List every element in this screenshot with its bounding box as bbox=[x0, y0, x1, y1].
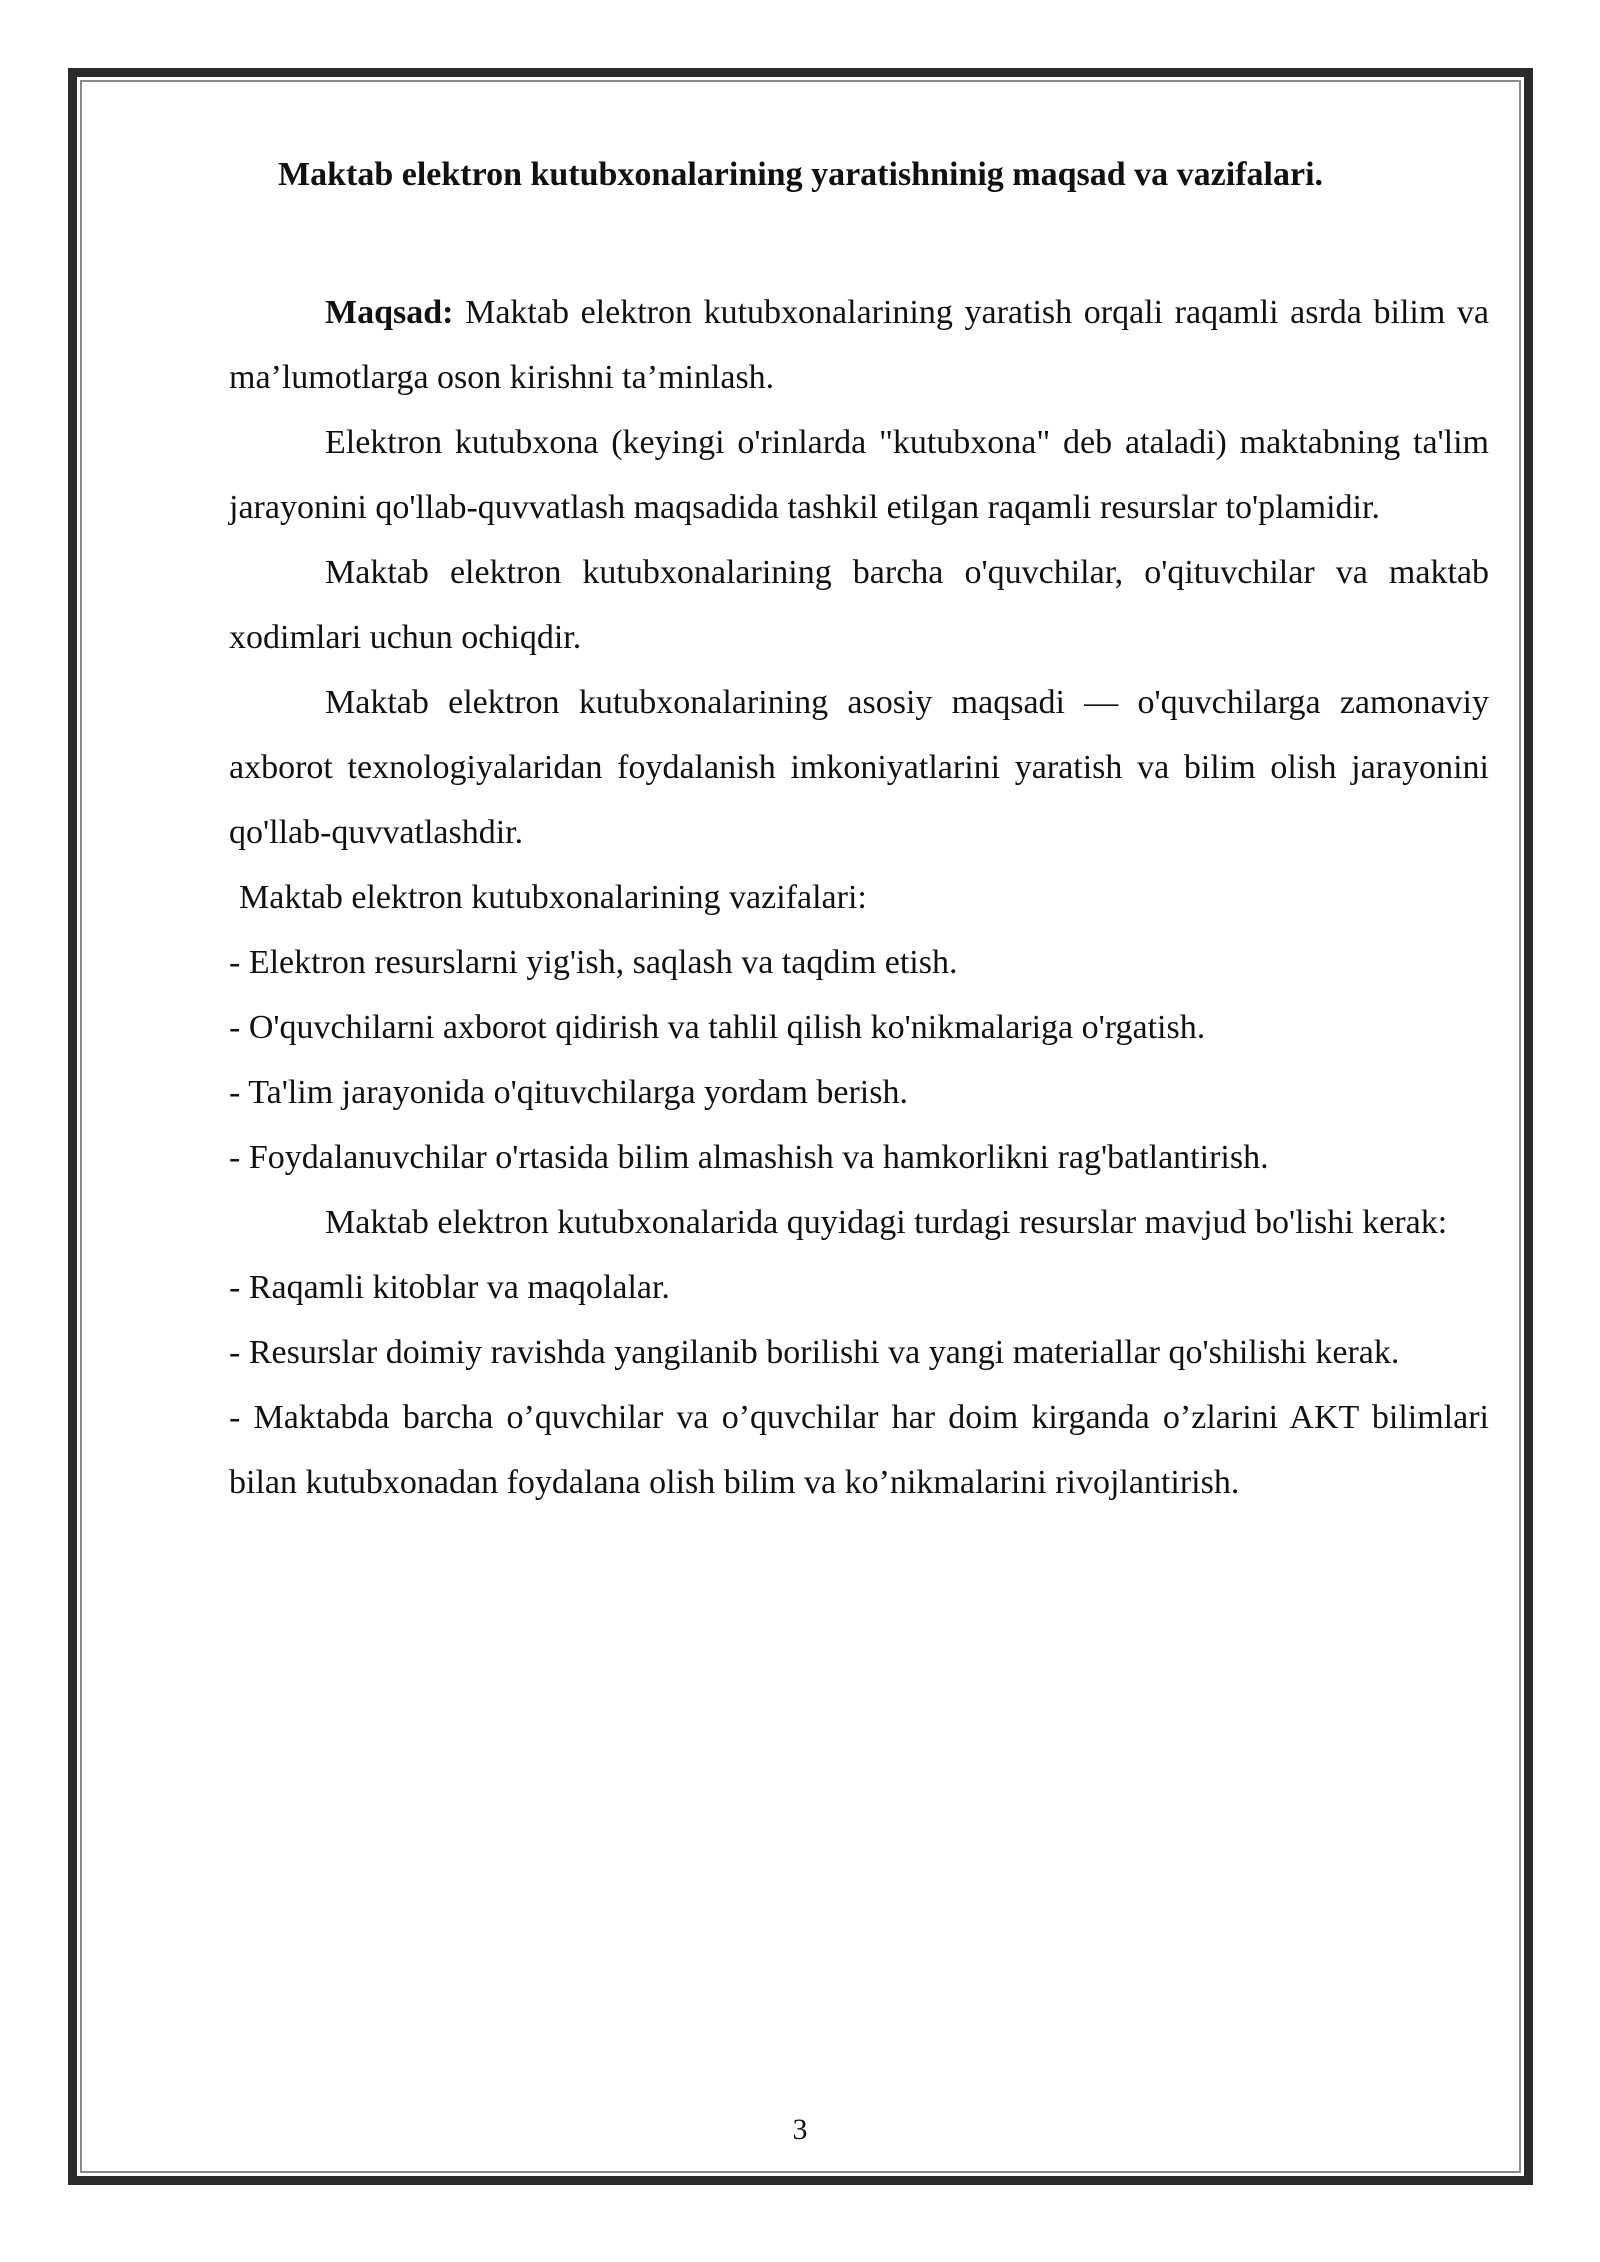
resource-item: - Raqamli kitoblar va maqolalar. bbox=[229, 1269, 670, 1306]
paragraph: Maktab elektron kutubxonalarining asosiy maqsadi — o'quvchilarga zamonaviy axborot texnologiyalaridan foydalanish imkoniyatlarini yaratish va bilim olish jarayonini qo'llab-quvvatlashdir. bbox=[229, 684, 1489, 851]
resources-intro: Maktab elektron kutubxonalarida quyidagi turdagi resurslar mavjud bo'lishi kerak: bbox=[325, 1204, 1448, 1241]
resource-item: - Resurslar doimiy ravishda yangilanib borilishi va yangi materiallar qo'shilishi kerak. bbox=[229, 1334, 1400, 1371]
page-number: 3 bbox=[792, 2113, 808, 2146]
resource-item: - Maktabda barcha o’quvchilar va o’quvchilar har doim kirganda o’zlarini AKT bilimlari bilan kutubxonadan foydalana olish bilim va ko’nikmalarini rivojlantirish. bbox=[229, 1399, 1489, 1501]
task-item: - Elektron resurslarni yig'ish, saqlash va taqdim etish. bbox=[229, 944, 958, 981]
task-item: - Ta'lim jarayonida o'qituvchilarga yordam berish. bbox=[229, 1074, 908, 1111]
goal-text: Maktab elektron kutubxonalarining yaratish orqali raqamli asrda bilim va ma’lumotlarga oson kirishni ta’minlash. bbox=[229, 294, 1489, 396]
paragraph: Maktab elektron kutubxonalarining barcha o'quvchilar, o'qituvchilar va maktab xodimlari uchun ochiqdir. bbox=[229, 554, 1489, 656]
tasks-heading: Maktab elektron kutubxonalarining vazifalari: bbox=[239, 879, 867, 916]
document-title: Maktab elektron kutubxonalarining yaratishninig maqsad va vazifalari. bbox=[278, 156, 1324, 193]
paragraph: Elektron kutubxona (keyingi o'rinlarda "kutubxona" deb ataladi) maktabning ta'lim jarayonini qo'llab-quvvatlash maqsadida tashkil etilgan raqamli resurslar to'plamidir. bbox=[229, 424, 1489, 526]
task-item: - Foydalanuvchilar o'rtasida bilim almashish va hamkorlikni rag'batlantirish. bbox=[229, 1139, 1269, 1176]
goal-label: Maqsad: bbox=[325, 294, 454, 331]
document-body bbox=[229, 280, 1489, 1515]
task-item: - O'quvchilarni axborot qidirish va tahlil qilish ko'nikmalariga o'rgatish. bbox=[229, 1009, 1206, 1046]
goal-paragraph bbox=[229, 280, 1489, 410]
